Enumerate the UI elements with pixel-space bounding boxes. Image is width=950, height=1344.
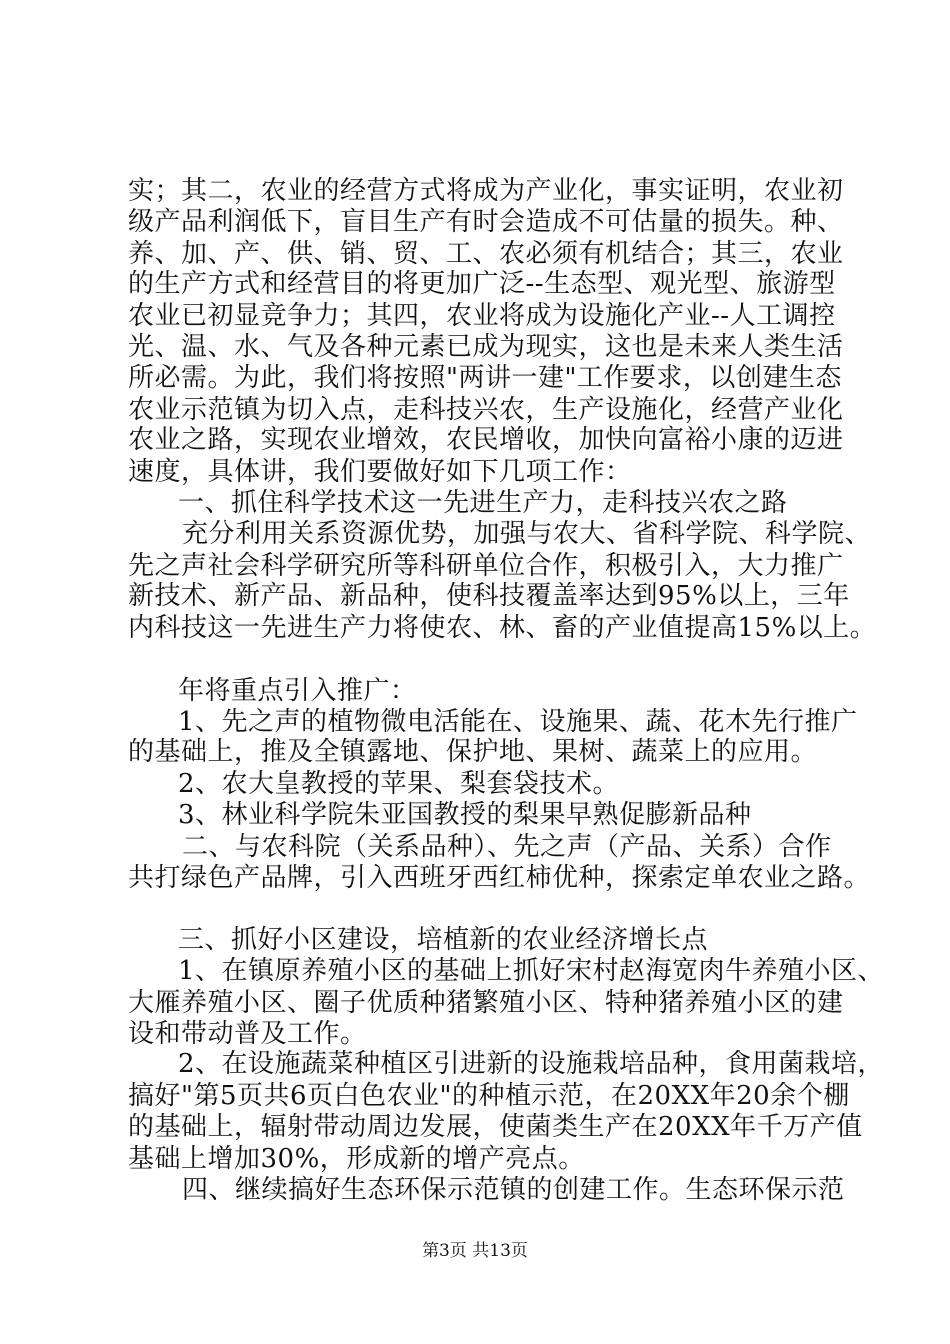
text-line-2: 级产品利润低下，盲目生产有时会造成不可估量的损失。种、 — [128, 207, 844, 237]
text-line-25: 大雁养殖小区、圈子优质种猪繁殖小区、特种猪养殖小区的建 — [128, 988, 844, 1018]
list-item-3: 3、林业科学院朱亚国教授的梨果早熟促膨新品种 — [178, 800, 752, 830]
text-line-9: 农业之路，实现农业增效，农民增收，加快向富裕小康的迈进 — [128, 425, 844, 455]
text-line-28: 搞好"第5页共6页白色农业"的种植示范，在20XX年20余个棚 — [128, 1081, 850, 1111]
text-line-10: 速度，具体讲，我们要做好如下几项工作： — [128, 457, 632, 487]
section-heading-3: 三、抓好小区建设，培植新的农业经济增长点 — [178, 925, 709, 955]
text-line-13: 先之声社会科学研究所等科研单位合作，积极引入，大力推广 — [128, 551, 844, 581]
text-line-3: 养、加、产、供、销、贸、工、农必须有机结合；其三，农业 — [128, 239, 844, 269]
text-line-16: 年将重点引入推广： — [178, 676, 417, 706]
list-item-5: 2、在设施蔬菜种植区引进新的设施栽培品种，食用菌栽培， — [178, 1049, 885, 1079]
section-heading-1: 一、抓住科学技术这一先进生产力，走科技兴农之路 — [178, 488, 788, 518]
text-line-8: 农业示范镇为切入点，走科技兴农，生产设施化，经营产业化 — [128, 395, 844, 425]
text-line-4: 的生产方式和经营目的将更加广泛--生态型、观光型、旅游型 — [128, 269, 836, 299]
list-item-4: 1、在镇原养殖小区的基础上抓好宋村赵海宽肉牛养殖小区、 — [178, 956, 885, 986]
text-line-29: 的基础上，辐射带动周边发展，使菌类生产在20XX年千万产值 — [128, 1112, 863, 1142]
list-item-2: 2、农大皇教授的苹果、梨套袋技术。 — [178, 769, 620, 799]
text-line-15: 内科技这一先进生产力将使农、林、畜的产业值提高15%以上。 — [128, 613, 877, 643]
section-heading-4: 四、继续搞好生态环保示范镇的创建工作。生态环保示范 — [182, 1175, 845, 1205]
text-line-22: 共打绿色产品牌，引入西班牙西红柿优种，探索定单农业之路。 — [128, 863, 871, 893]
section-heading-2: 二、与农科院（关系品种）、先之声（产品、关系）合作 — [182, 832, 832, 862]
page-footer: 第3页 共13页 — [422, 1241, 528, 1261]
text-line-12: 充分利用关系资源优势，加强与农大、省科学院、科学院、 — [182, 519, 872, 549]
text-line-26: 设和带动普及工作。 — [128, 1019, 367, 1049]
text-line-6: 光、温、水、气及各种元素已成为现实，这也是未来人类生活 — [128, 332, 844, 362]
text-line-5: 农业已初显竞争力；其四，农业将成为设施化产业--人工调控 — [128, 301, 836, 331]
text-line-7: 所必需。为此，我们将按照"两讲一建"工作要求，以创建生态 — [128, 363, 842, 393]
text-line-18: 的基础上，推及全镇露地、保护地、果树、蔬菜上的应用。 — [128, 737, 818, 767]
list-item-1: 1、先之声的植物微电活能在、设施果、蔬、花木先行推广 — [178, 707, 858, 737]
text-line-14: 新技术、新产品、新品种，使科技覆盖率达到95%以上，三年 — [128, 581, 850, 611]
text-line-1: 实；其二，农业的经营方式将成为产业化，事实证明，农业初 — [128, 176, 844, 206]
text-line-30: 基础上增加30%，形成新的增产亮点。 — [128, 1144, 585, 1174]
